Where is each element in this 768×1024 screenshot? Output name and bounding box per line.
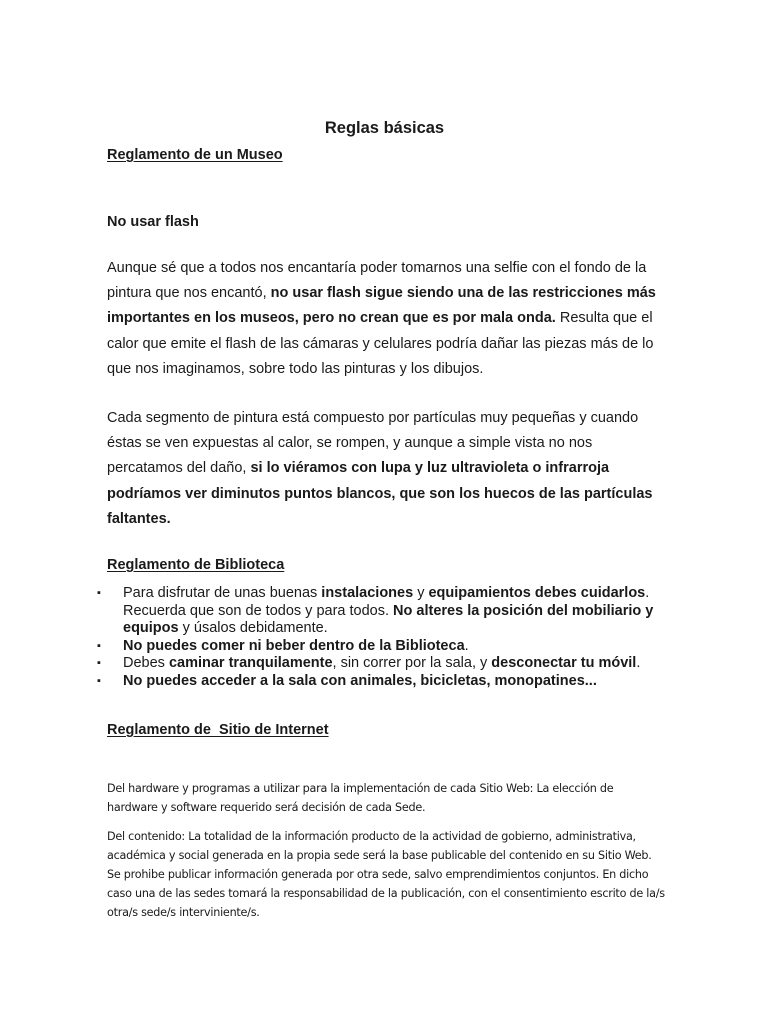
heading-biblioteca: Reglamento de Biblioteca — [107, 557, 285, 573]
list-item — [97, 638, 667, 656]
list-item-text: No puedes acceder a la sala con animales, bicicletas, monopatines... — [123, 672, 597, 689]
museo-paragraph-1: Aunque sé que a todos nos encantaría poder tomarnos una selfie con el fondo de la pintura que nos encantó, no usar flash sigue siendo una de las restricciones más importantes en los museos, pero no crean que es por mala onda. Resulta que el calor que emite el flash de las cámaras y celulares podría dañar las piezas más de lo que nos imaginamos, sobre todo las pinturas y los dibujos. — [107, 260, 656, 377]
internet-paragraph-2: Del contenido: La totalidad de la información producto de la actividad de gobierno, administrativa, académica y social generada en la propia sede será la base publicable del contenido en su Sitio Web. Se prohibe publicar información generada por otra sede, salvo emprendimientos conjuntos. En dicho caso una de las sedes tomará la responsabilidad de la publicación, con el consentimiento escrito de la/s otra/s sede/s interviniente/s. — [107, 830, 665, 919]
list-item-text: Debes caminar tranquilamente, sin correr por la sala, y desconectar tu móvil. — [123, 655, 641, 671]
subheading-no-flash: No usar flash — [107, 214, 199, 230]
bullet-icon: ▪ — [97, 674, 101, 687]
list-item — [97, 655, 667, 673]
heading-internet: Reglamento de Sitio de Internet — [107, 722, 329, 738]
list-item — [97, 585, 667, 638]
page-title: Reglas básicas — [324, 119, 445, 137]
list-item-text: No puedes comer ni beber dentro de la Biblioteca. — [123, 637, 469, 654]
list-item-text: Para disfrutar de unas buenas instalaciones y equipamientos debes cuidarlos. Recuerda que son de todos y para todos. No alteres la posición del mobiliario y equipos y úsalos debidamente. — [123, 585, 654, 636]
museo-paragraph-2: Cada segmento de pintura está compuesto por partículas muy pequeñas y cuando éstas se ven expuestas al calor, se rompen, y aunque a simple vista no nos percatamos del daño, si lo viéramos con lupa y luz ultravioleta o infrarroja podríamos ver diminutos puntos blancos, que son los huecos de las partículas faltantes. — [107, 410, 653, 527]
bullet-icon: ▪ — [97, 639, 101, 652]
bullet-icon: ▪ — [97, 657, 101, 669]
bullet-icon: ▪ — [97, 587, 101, 599]
heading-museo: Reglamento de un Museo — [107, 147, 283, 163]
internet-paragraph-1: Del hardware y programas a utilizar para la implementación de cada Sitio Web: La elección de hardware y software requerido será decisión de cada Sede. — [107, 782, 614, 814]
list-item — [97, 673, 667, 691]
biblioteca-rules-list — [97, 585, 667, 690]
